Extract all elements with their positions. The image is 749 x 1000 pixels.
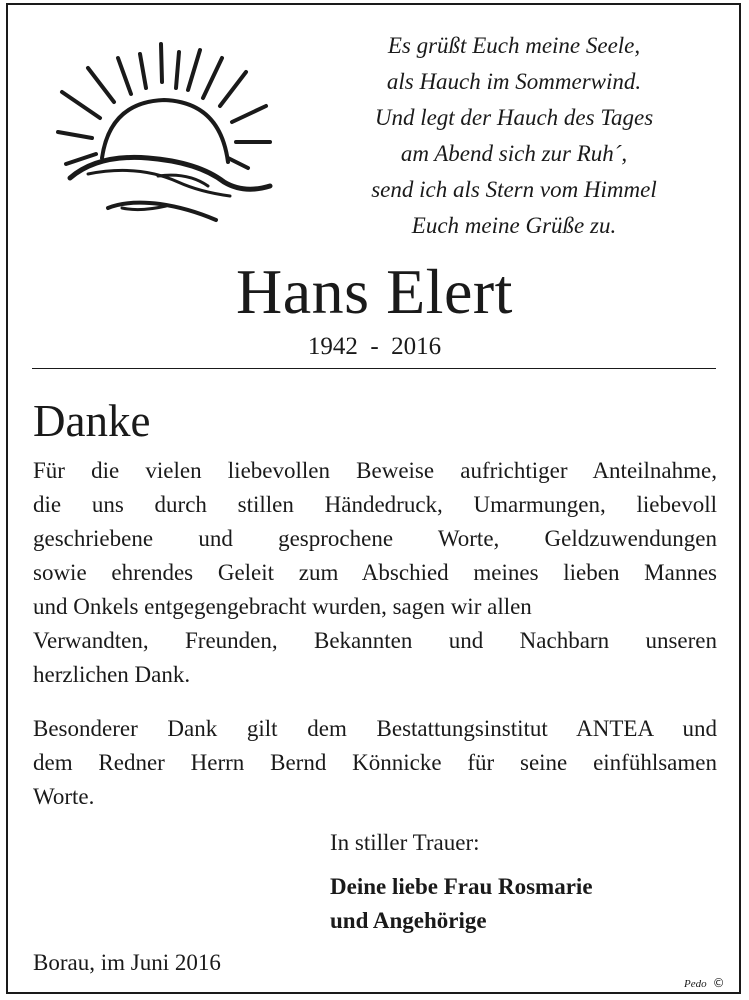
paragraph-line: herzlichen Dank. xyxy=(33,662,191,687)
publisher-credit xyxy=(684,976,725,991)
place-date: Borau, im Juni 2016 xyxy=(33,950,221,975)
signer-line: und Angehörige xyxy=(330,908,487,933)
thanks-heading: Danke xyxy=(33,396,151,446)
divider xyxy=(32,368,716,369)
paragraph-line: Verwandten, Freunden, Bekannten und Nachbarn unseren xyxy=(33,628,717,653)
poem xyxy=(318,28,710,244)
poem-line: Euch meine Grüße zu. xyxy=(411,213,617,238)
thanks-paragraph xyxy=(33,454,717,692)
copyright-icon: © xyxy=(712,976,725,990)
poem-line: als Hauch im Sommerwind. xyxy=(386,69,642,94)
signer-line: Deine liebe Frau Rosmarie xyxy=(330,874,593,899)
mourning-line: In stiller Trauer: xyxy=(330,830,480,855)
paragraph-line: dem Redner Herrn Bernd Könnicke für seine einfühlsamen xyxy=(33,750,717,775)
paragraph-line: und Onkels entgegengebracht wurden, sagen wir allen xyxy=(33,594,532,619)
paragraph-line: Besonderer Dank gilt dem Bestattungsinstitut ANTEA und xyxy=(33,716,717,741)
special-thanks-paragraph xyxy=(33,712,717,814)
signers xyxy=(330,870,593,938)
poem-line: am Abend sich zur Ruh´, xyxy=(400,141,628,166)
life-years: 1942 - 2016 xyxy=(307,333,442,360)
credit-label: Pedo xyxy=(684,978,707,990)
paragraph-line: Worte. xyxy=(33,784,95,809)
poem-line: Es grüßt Euch meine Seele, xyxy=(387,33,641,58)
paragraph-line: geschriebene und gesprochene Worte, Geldzuwendungen xyxy=(33,526,717,551)
paragraph-line: sowie ehrendes Geleit zum Abschied meines lieben Mannes xyxy=(33,560,717,585)
poem-line: Und legt der Hauch des Tages xyxy=(374,105,654,130)
deceased-name: Hans Elert xyxy=(236,256,513,327)
paragraph-line: Für die vielen liebevollen Beweise aufrichtiger Anteilnahme, xyxy=(33,458,717,483)
sunset-over-hills-icon xyxy=(48,36,280,230)
poem-line: send ich als Stern vom Himmel xyxy=(371,177,657,202)
paragraph-line: die uns durch stillen Händedruck, Umarmungen, liebevoll xyxy=(33,492,717,517)
